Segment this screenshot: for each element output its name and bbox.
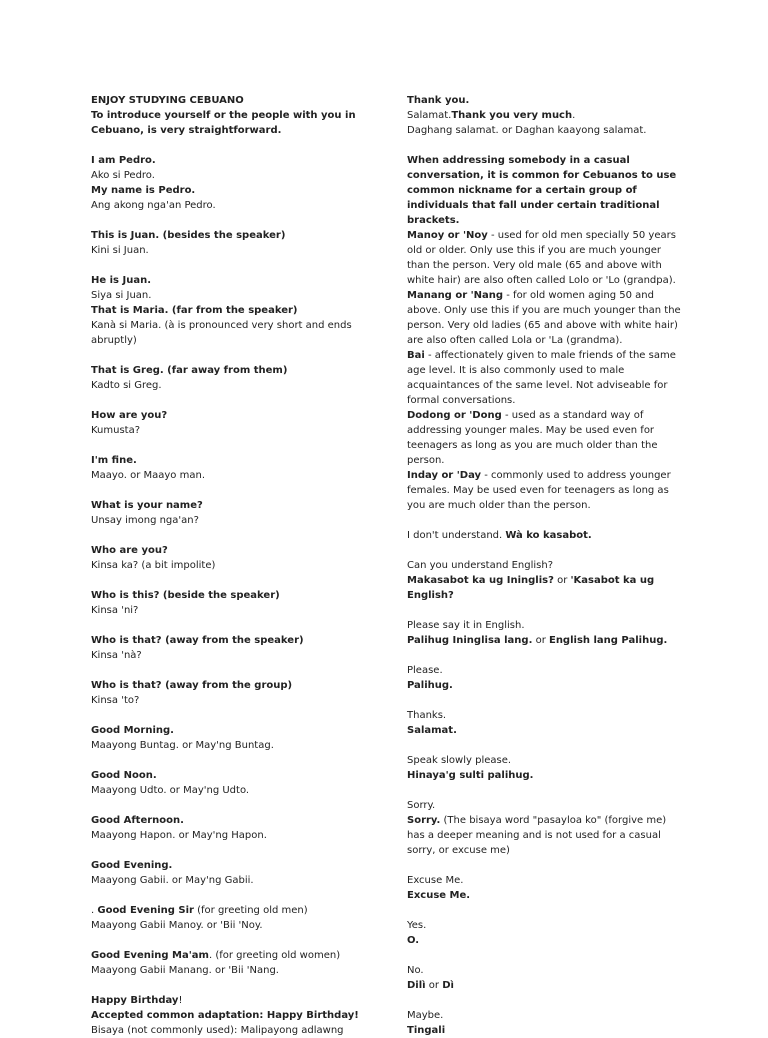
left-column-line: To introduce yourself or the people with you in Cebuano, is very straightforward. (91, 110, 356, 136)
left-column-line: Maayong Buntag. or May'ng Buntag. (91, 740, 274, 751)
right-column (407, 93, 685, 1038)
bold-text: Wà ko kasabot. (505, 530, 592, 541)
left-column-line: Kinsa 'nà? (91, 650, 142, 661)
right-column-line (407, 633, 685, 648)
right-column-line (407, 228, 685, 288)
paragraph-spacer (91, 348, 373, 363)
paragraph-spacer (407, 138, 685, 153)
paragraph-spacer (407, 783, 685, 798)
left-column-line: ENJOY STUDYING CEBUANO (91, 95, 244, 106)
left-column-line: Ang akong nga'an Pedro. (91, 200, 216, 211)
left-column-line: Who are you? (91, 545, 168, 556)
paragraph-spacer (91, 663, 373, 678)
right-column-line: Excuse Me. (407, 875, 464, 886)
text: . (for greeting old women) (208, 950, 341, 961)
left-column-line: Kinsa 'to? (91, 695, 140, 706)
right-column-line (407, 108, 685, 123)
left-column-line: Good Noon. (91, 770, 157, 781)
left-column-line: Who is that? (away from the group) (91, 680, 293, 691)
paragraph-spacer (407, 948, 685, 963)
right-column-line: When addressing somebody in a casual conversation, it is common for Cebuanos to use common nickname for a certain group of individuals that fall under certain traditional brackets. (407, 155, 677, 226)
text: - for old women aging 50 and above. Only use this if you are much younger than the person. Very old ladies (65 and above with white hair) are also often called Lola or 'La (grandma). (407, 290, 681, 346)
text: (for greeting old men) (193, 905, 308, 916)
left-column-line (91, 903, 373, 918)
left-column-line: Good Afternoon. (91, 815, 184, 826)
left-column-line: Maayong Udto. or May'ng Udto. (91, 785, 250, 796)
left-column-line: Kanà si Maria. (à is pronounced very short and ends abruptly) (91, 320, 352, 346)
left-column-line: Maayong Gabii Manoy. or 'Bii 'Noy. (91, 920, 263, 931)
left-column-line: Maayong Hapon. or May'ng Hapon. (91, 830, 267, 841)
left-column-line: Kinsa ka? (a bit impolite) (91, 560, 216, 571)
paragraph-spacer (407, 543, 685, 558)
text: . (91, 905, 98, 916)
right-column-line: Palihug. (407, 680, 453, 691)
left-column-line: Bisaya (not commonly used): Malipayong adlawng (91, 1025, 344, 1036)
paragraph-spacer (91, 753, 373, 768)
left-column-line: I'm fine. (91, 455, 137, 466)
paragraph-spacer (407, 648, 685, 663)
right-column-line: Thanks. (407, 710, 447, 721)
right-column-line: O. (407, 935, 420, 946)
right-column-line: Thank you. (407, 95, 470, 106)
bold-text: Dilì (407, 980, 426, 991)
bold-text: Happy Birthday (91, 995, 179, 1006)
bold-text: Manang or 'Nang (407, 290, 504, 301)
bold-text: Makasabot ka ug Ininglis? (407, 575, 554, 586)
text: Salamat. (407, 110, 452, 121)
bold-text: 'Kasabot ka ug English? (407, 575, 655, 601)
paragraph-spacer (407, 513, 685, 528)
bold-text: Bai (407, 350, 425, 361)
right-column-line (407, 978, 685, 993)
left-column-line: Who is this? (beside the speaker) (91, 590, 280, 601)
paragraph-spacer (91, 258, 373, 273)
right-column-line: Speak slowly please. (407, 755, 512, 766)
bold-text: Dodong or 'Dong (407, 410, 502, 421)
paragraph-spacer (407, 858, 685, 873)
text: or (532, 635, 549, 646)
right-column-line: Please say it in English. (407, 620, 525, 631)
right-column-line (407, 348, 685, 408)
right-column-line: No. (407, 965, 424, 976)
left-column-line: Maayo. or Maayo man. (91, 470, 205, 481)
left-column-line (91, 993, 373, 1008)
left-column-line: Kumusta? (91, 425, 141, 436)
right-column-line: Sorry. (407, 800, 436, 811)
paragraph-spacer (407, 738, 685, 753)
right-column-line (407, 408, 685, 468)
text: - used as a standard way of addressing younger males. May be used even for teenagers as long as you are much older than the person. (407, 410, 658, 466)
text: or (425, 980, 443, 991)
bold-text: Good Evening Sir (97, 905, 194, 916)
paragraph-spacer (91, 618, 373, 633)
right-column-line: Yes. (407, 920, 427, 931)
left-column-line (91, 948, 373, 963)
left-column-line: Good Morning. (91, 725, 174, 736)
right-column-line: Salamat. (407, 725, 457, 736)
left-column-line: My name is Pedro. (91, 185, 196, 196)
bold-text: Inday or 'Day (407, 470, 482, 481)
right-column-line: Maybe. (407, 1010, 444, 1021)
left-column-line: That is Maria. (far from the speaker) (91, 305, 298, 316)
right-column-line: Excuse Me. (407, 890, 471, 901)
text: - used for old men specially 50 years old or older. Only use this if you are much younger than the person. Very old male (65 and above with white hair) are also often called Lolo or 'Lo (grandpa). (407, 230, 676, 286)
paragraph-spacer (91, 573, 373, 588)
text: ! (178, 995, 183, 1006)
left-column-line: Kinsa 'ni? (91, 605, 139, 616)
bold-text: Dì (442, 980, 454, 991)
paragraph-spacer (91, 213, 373, 228)
paragraph-spacer (91, 483, 373, 498)
paragraph-spacer (91, 393, 373, 408)
left-column-line: Unsay imong nga'an? (91, 515, 199, 526)
text: . (572, 110, 576, 121)
paragraph-spacer (91, 528, 373, 543)
left-column-line: Kadto si Greg. (91, 380, 162, 391)
left-column-line: Maayong Gabii Manang. or 'Bii 'Nang. (91, 965, 279, 976)
left-column-line: This is Juan. (besides the speaker) (91, 230, 286, 241)
bold-text: Good Evening Ma'am (91, 950, 209, 961)
text: (The bisaya word "pasayloa ko" (forgive me) has a deeper meaning and is not used for a casual sorry, or excuse me) (407, 815, 667, 856)
left-column-line: Siya si Juan. (91, 290, 152, 301)
left-column-line: Good Evening. (91, 860, 173, 871)
paragraph-spacer (91, 843, 373, 858)
paragraph-spacer (91, 798, 373, 813)
left-column-line: What is your name? (91, 500, 203, 511)
paragraph-spacer (91, 138, 373, 153)
paragraph-spacer (407, 993, 685, 1008)
right-column-line (407, 288, 685, 348)
left-column (91, 93, 373, 1038)
left-column-line: He is Juan. (91, 275, 151, 286)
paragraph-spacer (91, 933, 373, 948)
paragraph-spacer (91, 708, 373, 723)
paragraph-spacer (407, 603, 685, 618)
right-column-line (407, 468, 685, 513)
paragraph-spacer (407, 903, 685, 918)
left-column-line: That is Greg. (far away from them) (91, 365, 288, 376)
left-column-line: Who is that? (away from the speaker) (91, 635, 304, 646)
right-column-line (407, 528, 685, 543)
left-column-line: Maayong Gabii. or May'ng Gabii. (91, 875, 254, 886)
right-column-line: Please. (407, 665, 443, 676)
paragraph-spacer (91, 978, 373, 993)
left-column-line: I am Pedro. (91, 155, 156, 166)
left-column-line: Ako si Pedro. (91, 170, 155, 181)
text: or (553, 575, 571, 586)
text: - commonly used to address younger females. May be used even for teenagers as long as you are much older than the person. (407, 470, 671, 511)
bold-text: Palihug Ininglisa lang. (407, 635, 533, 646)
bold-text: Thank you very much (451, 110, 573, 121)
bold-text: Manoy or 'Noy (407, 230, 488, 241)
paragraph-spacer (91, 438, 373, 453)
bold-text: Sorry. (407, 815, 441, 826)
paragraph-spacer (407, 693, 685, 708)
right-column-line: Tingali (407, 1025, 446, 1036)
left-column-line: Accepted common adaptation: Happy Birthday! (91, 1010, 359, 1021)
bold-text: English lang Palihug. (548, 635, 668, 646)
paragraph-spacer (91, 888, 373, 903)
right-column-line: Hinaya'g sulti palihug. (407, 770, 534, 781)
right-column-line: Daghang salamat. or Daghan kaayong salamat. (407, 125, 647, 136)
text: - affectionately given to male friends of the same age level. It is also commonly used to male acquaintances of the same level. Not adviseable for formal conversations. (407, 350, 676, 406)
right-column-line (407, 573, 685, 603)
right-column-line (407, 813, 685, 858)
left-column-line: How are you? (91, 410, 168, 421)
right-column-line: Can you understand English? (407, 560, 554, 571)
left-column-line: Kini si Juan. (91, 245, 149, 256)
text: I don't understand. (407, 530, 506, 541)
